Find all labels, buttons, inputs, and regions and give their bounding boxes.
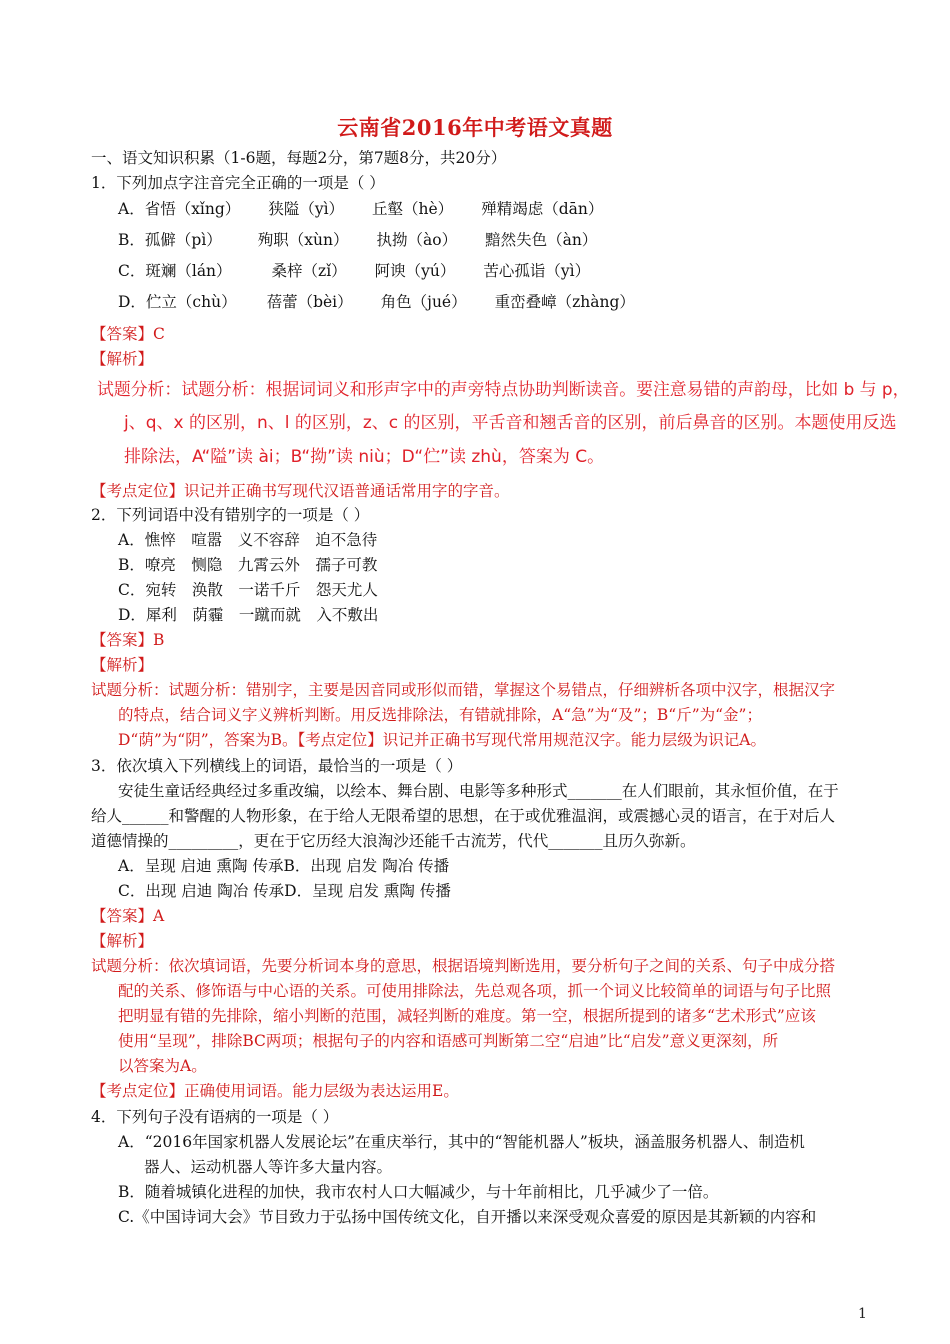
q4-option-c: C.《中国诗词大会》节目致力于弘扬中国传统文化，自开播以来深受观众喜爱的原因是其新颖的内容和 [118, 1208, 817, 1226]
q4-option-a-line2: 器人、运动机器人等许多大量内容。 [144, 1158, 393, 1176]
q2-option-c: C．宛转 涣散 一诺千斤 怨天尤人 [118, 581, 378, 599]
q2-option-b: B．嘹亮 恻隐 九霄云外 孺子可教 [118, 556, 378, 574]
q1-option-c: C．斑斓（lán） 桑梓（zǐ） 阿谀（yú） 苦心孤诣（yì） [118, 262, 591, 280]
q1-kaodian: 【考点定位】识记并正确书写现代汉语普通话常用字的字音。 [91, 482, 510, 500]
q3-passage-line2: 给人______和警醒的人物形象，在于给人无限希望的思想，在于或优雅温润，或震撼心灵的语言，在于对后人 [91, 807, 836, 825]
q2-jiexi-label: 【解析】 [91, 656, 154, 674]
page-title: 云南省2016年中考语文真题 [337, 115, 613, 140]
q1-analysis-line3: 排除法，A“隘”读 ài；B“拗”读 niù；D“伫”读 zhù，答案为 C。 [124, 447, 605, 467]
q1-jiexi-label: 【解析】 [91, 350, 154, 368]
q1-stem: 1．下列加点字注音完全正确的一项是（ ） [91, 174, 385, 192]
q3-analysis-line4: 使用“呈现”，排除BC两项；根据句子的内容和语感可判断第二空“启迪”比“启发”意义更深刻，所 [118, 1032, 779, 1050]
q1-option-d: D．伫立（chù） 蓓蕾（bèi） 角色（jué） 重峦叠嶂（zhàng） [118, 293, 635, 311]
q2-analysis-line3: D“荫”为“阴”，答案为B。【考点定位】识记并正确书写现代常用规范汉字。能力层级为识记A。 [118, 731, 766, 749]
q2-option-d: D．犀利 荫霾 一蹴而就 入不敷出 [118, 606, 379, 624]
q1-option-a: A．省悟（xǐng） 狭隘（yì） 丘壑（hè） 殚精竭虑（dān） [118, 200, 604, 218]
section-heading: 一、语文知识积累（1-6题，每题2分，第7题8分，共20分） [91, 149, 507, 167]
q2-answer: 【答案】B [91, 631, 165, 649]
q1-option-b: B．孤僻（pì） 殉职（xùn） 执拗（ào） 黯然失色（àn） [118, 231, 598, 249]
q3-analysis-line3: 把明显有错的先排除，缩小判断的范围，减轻判断的难度。第一空，根据所提到的诸多“艺术形式”应该 [118, 1007, 816, 1025]
page-number: 1 [858, 1306, 867, 1322]
q3-answer: 【答案】A [91, 907, 165, 925]
q2-stem: 2．下列词语中没有错别字的一项是（ ） [91, 506, 370, 524]
q3-passage-line3: 道德情操的_________，更在于它历经大浪淘沙还能千古流芳，代代_______且历久弥新。 [91, 832, 696, 850]
q3-stem: 3．依次填入下列横线上的词语，最恰当的一项是（ ） [91, 757, 463, 775]
q2-analysis-line1: 试题分析：试题分析：错别字，主要是因音同或形似而错，掌握这个易错点，仔细辨析各项中汉字，根据汉字 [91, 681, 836, 699]
q4-stem: 4．下列句子没有语病的一项是（ ） [91, 1108, 339, 1126]
q3-options-ab: A．呈现 启迪 熏陶 传承B．出现 启发 陶冶 传播 [118, 857, 450, 875]
q3-analysis-line2: 配的关系、修饰语与中心语的关系。可使用排除法，先总观各项，抓一个词义比较简单的词语与句子比照 [118, 982, 832, 1000]
q3-analysis-line5: 以答案为A。 [118, 1057, 207, 1075]
q1-analysis-line1: 试题分析：试题分析：根据词词义和形声字中的声旁特点协助判断读音。要注意易错的声韵母，比如 b 与 p， [97, 380, 910, 400]
q2-option-a: A．憔悴 喧嚣 义不容辞 迫不急待 [118, 531, 378, 549]
q4-option-b: B．随着城镇化进程的加快，我市农村人口大幅减少，与十年前相比，几乎减少了一倍。 [118, 1183, 719, 1201]
q4-option-a-line1: A．“2016年国家机器人发展论坛”在重庆举行，其中的“智能机器人”板块，涵盖服务机器人、制造机 [118, 1133, 805, 1151]
q3-analysis-line1: 试题分析：依次填词语，先要分析词本身的意思，根据语境判断选用，要分析句子之间的关系、句子中成分搭 [91, 957, 836, 975]
q1-analysis-line2: j、q、x 的区别，n、l 的区别，z、c 的区别，平舌音和翘舌音的区别，前后鼻音的区别。本题使用反选 [124, 413, 897, 433]
q2-analysis-line2: 的特点，结合词义字义辨析判断。用反选排除法，有错就排除，A“急”为“及”；B“斤”为“金”； [118, 706, 762, 724]
q3-options-cd: C．出现 启迪 陶冶 传承D．呈现 启发 熏陶 传播 [118, 882, 451, 900]
q3-kaodian: 【考点定位】正确使用词语。能力层级为表达运用E。 [91, 1082, 459, 1100]
q3-jiexi-label: 【解析】 [91, 932, 154, 950]
q1-answer: 【答案】C [91, 325, 165, 343]
q3-passage-line1: 安徒生童话经典经过多重改编，以绘本、舞台剧、电影等多种形式_______在人们眼前，其永恒价值，在于 [118, 782, 839, 800]
